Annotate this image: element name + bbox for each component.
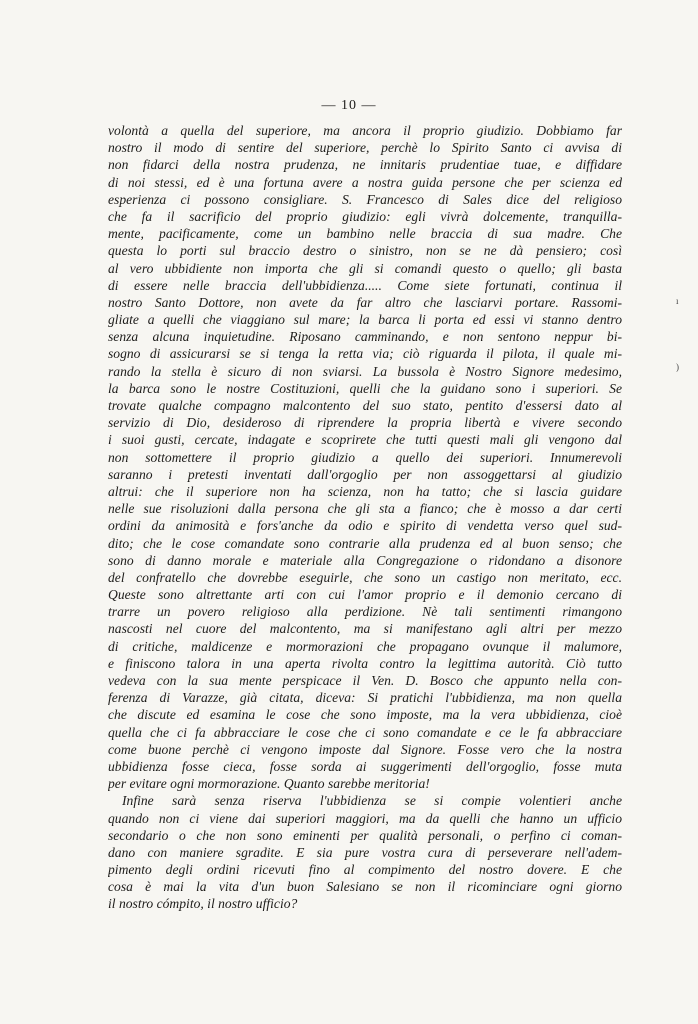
text-line: senza alcuna inquietudine. Riposano camminando, e non sentono neppur bi-	[108, 329, 622, 345]
text-line: Queste sono altrettante arti con cui l'amor proprio e il demonio cercano di	[108, 587, 622, 603]
text-line: che fa il sacrificio del proprio giudizio: egli vivrà dolcemente, tranquilla-	[108, 208, 622, 224]
text-line: come buone perchè ci vengono imposte dal Signore. Fosse vero che la nostra	[108, 741, 622, 757]
text-line: di critiche, maldicenze e mormorazioni che propagano ovunque il malumore,	[108, 638, 622, 654]
body-text	[108, 122, 622, 913]
text-line: non fidarci della nostra prudenza, ne innitaris prudentiae tuae, e diffidare	[108, 157, 622, 173]
text-line: e finiscono talora in una aperta rivolta contro la legittima autorità. Ciò tutto	[108, 655, 622, 671]
text-line: Infine sarà senza riserva l'ubbidienza se si compie volentieri anche	[122, 793, 622, 809]
text-line: volontà a quella del superiore, ma ancora il proprio giudizio. Dobbiamo far	[108, 123, 622, 138]
text-line: quando non ci viene dai superiori maggiori, ma da quelli che hanno un ufficio	[108, 810, 622, 826]
text-line: secondario o che non sono eminenti per qualità personali, o perfino ci coman-	[108, 827, 622, 843]
text-line: la barca sono le nostre Costituzioni, quelli che la guidano sono i superiori. Se	[108, 380, 622, 396]
text-line: altrui: che il superiore non ha scienza, non ha tatto; che si lascia guidare	[108, 483, 622, 499]
text-line: di noi stessi, ed è una fortuna avere a nostra guida persone che per scienza ed	[108, 174, 622, 190]
text-line: sogno di assicurarsi se si tenga la retta via; ciò riguarda il pilota, il quale mi-	[108, 346, 622, 362]
text-line: nelle sue risoluzioni dalla persona che gli sta a fianco; che è mosso a dar certi	[108, 501, 622, 517]
text-line: il nostro cómpito, il nostro ufficio?	[108, 896, 298, 912]
text-line: del confratello che dovrebbe eseguirle, che sono un castigo non meritato, ecc.	[108, 569, 622, 585]
page-number: — 10 —	[321, 98, 377, 113]
text-line: nostro Santo Dottore, non avete da far altro che lasciarvi portare. Rassomi-	[108, 294, 622, 310]
text-line: dito; che le cose comandate sono contrarie alla prudenza ed al buon senso; che	[108, 535, 622, 551]
text-line: dano con maniere sgradite. E sia pure vostra cura di perseverare nell'adem-	[108, 844, 622, 860]
text-line: per evitare ogni mormorazione. Quanto sarebbe meritoria!	[108, 776, 430, 792]
text-line: nascosti nel cuore del malcontento, ma si manifestano agli altri per mezzo	[108, 621, 622, 637]
text-line: pimento degli ordini ricevuti fino al compimento del nostro dovere. E che	[108, 862, 622, 878]
text-line: trovate qualche compagno malcontento del suo stato, pentito d'essersi dato al	[108, 398, 622, 413]
text-line: cosa è mai la vita d'un buon Salesiano se non il ricominciare ogni giorno	[108, 879, 622, 895]
text-line: rando la stella è sicuro di non sviarsi. La bussola è Nostro Signore medesimo,	[108, 363, 622, 379]
text-line: mente, pacificamente, come un bambino nelle braccia di sua madre. Che	[108, 226, 622, 242]
text-line: non sottomettere il proprio giudizio a quello dei superiori. Innumerevoli	[108, 449, 622, 465]
text-line: saranno i pretesti inventati dall'orgoglio per non assoggettarsi al giudizio	[108, 466, 622, 482]
text-line: nostro il modo di sentire del superiore, perchè lo Spirito Santo ci avvisa di	[108, 140, 622, 156]
text-line: i suoi gusti, cercate, indagate e scoprirete che tutti questi mali gli vengono dal	[108, 432, 622, 448]
text-line: quella che ci fa abbracciare le cose che ci sono comandate e ce le fa abbracciare	[108, 724, 622, 740]
text-line: di essere nelle braccia dell'ubbidienza..... Come siete fortunati, continua il	[108, 277, 622, 293]
text-line: questa lo porti sul braccio destro o sinistro, non se ne dà pensiero; così	[108, 243, 622, 259]
text-line: che discute ed esamina le cose che sono imposte, ma la vera ubbidienza, cioè	[108, 707, 622, 723]
text-line: trarre un povero religioso alla perdizione. Nè tali sentimenti rimangono	[108, 604, 622, 620]
paragraph	[108, 122, 622, 792]
margin-mark: ı	[676, 296, 679, 306]
paragraph	[108, 792, 622, 912]
text-line: vedeva con la sua mente perspicace il Ven. D. Bosco che appunto nella con-	[108, 673, 622, 688]
text-line: ubbidienza fosse cieca, fosse sorda ai suggerimenti dell'orgoglio, fosse muta	[108, 758, 622, 774]
text-line: servizio di Dio, desideroso di riprendere la propria libertà e vivere secondo	[108, 415, 622, 431]
margin-mark: )	[676, 362, 679, 372]
text-line: al vero ubbidiente non importa che gli si comandi questo o quello; gli basta	[108, 260, 622, 276]
text-line: esperienza ci possono consigliare. S. Francesco di Sales dice del religioso	[108, 191, 622, 207]
text-line: gliate a quelli che viaggiano sul mare; la barca li porta ed essi vi stanno dentro	[108, 312, 622, 328]
text-line: ferenza di Varazze, già citata, diceva: Si pratichi l'ubbidienza, ma non quella	[108, 690, 622, 706]
text-line: ordini da animosità e fors'anche da odio e spirito di vendetta verso quel sud-	[108, 518, 622, 534]
text-line: sono di danno morale e materiale alla Congregazione o ridondano a disonore	[108, 552, 622, 568]
